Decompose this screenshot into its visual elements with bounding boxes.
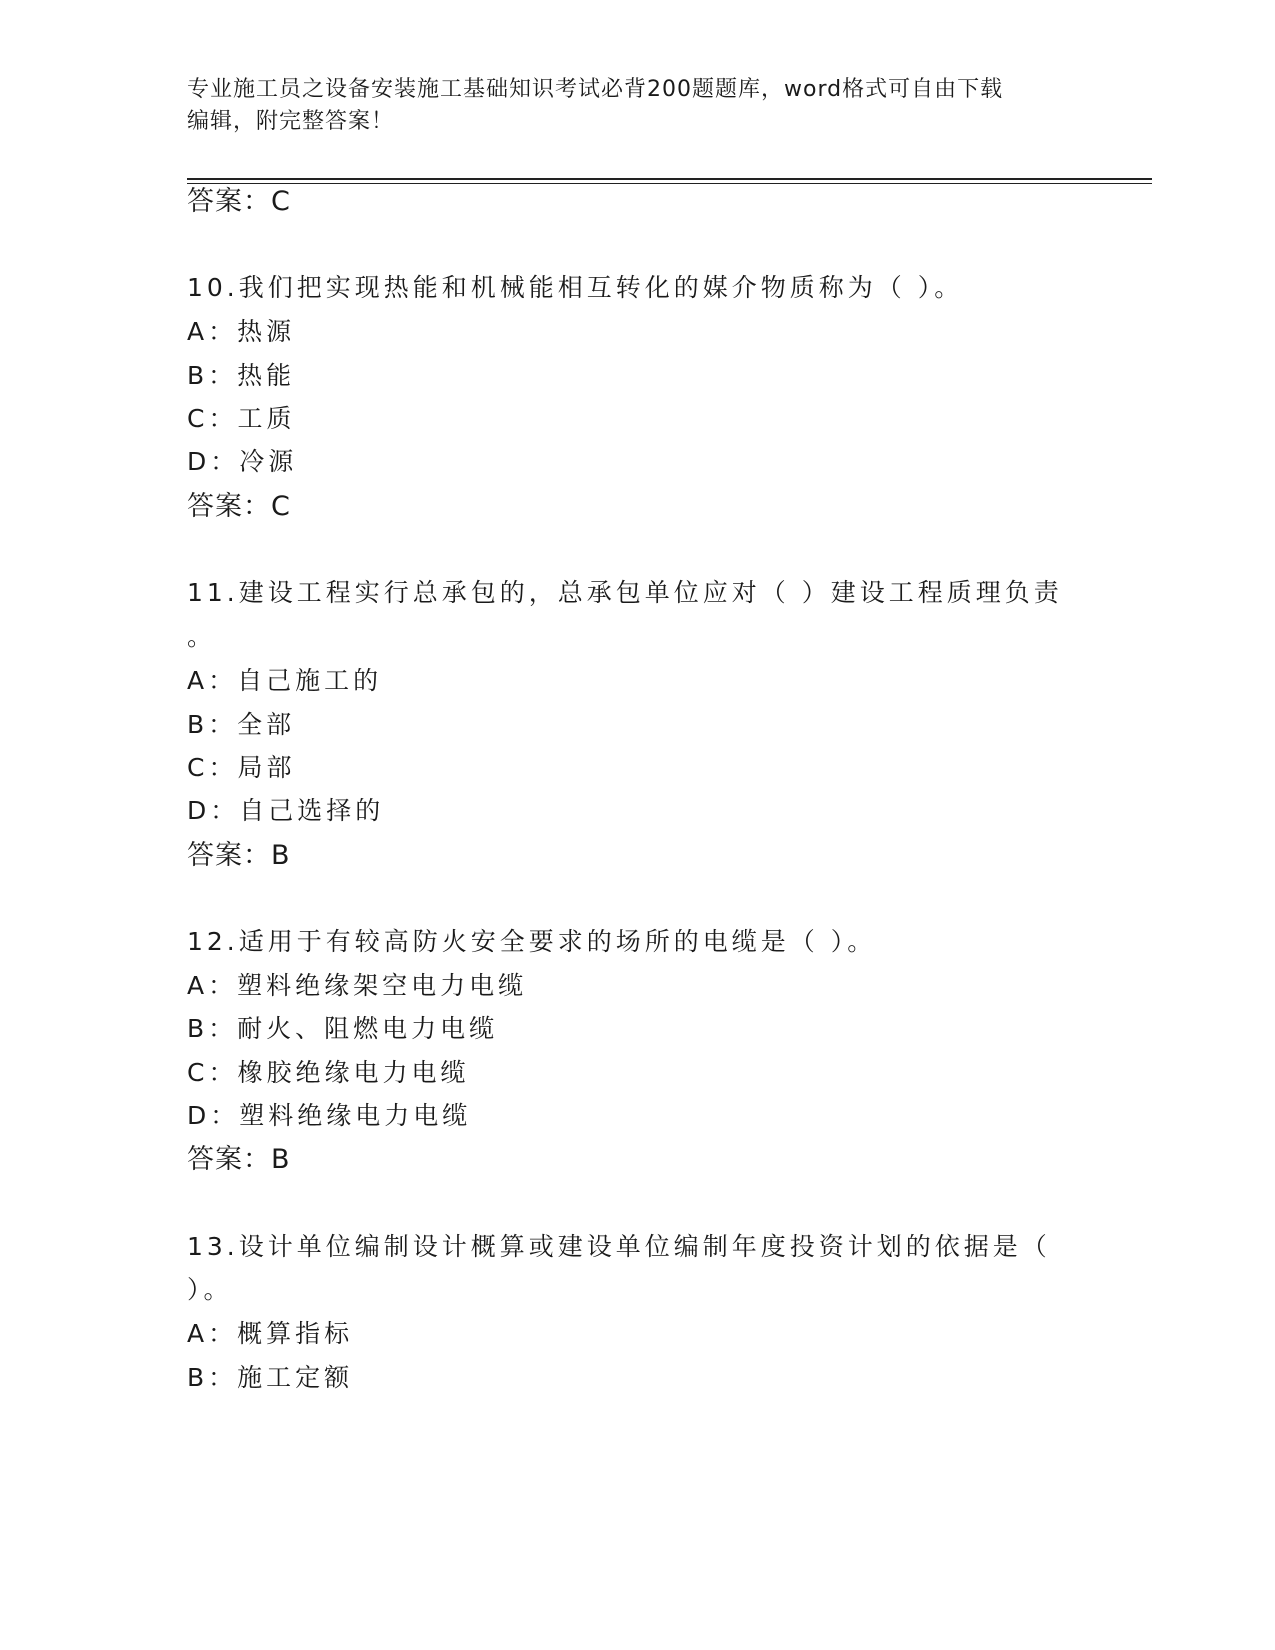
question-10-option-c: C：工质 <box>187 404 296 433</box>
question-10-answer: 答案：C <box>187 491 291 522</box>
question-11-answer: 答案：B <box>187 840 291 871</box>
question-11-stem-cont: 。 <box>187 622 217 651</box>
question-10-option-a: A：热源 <box>187 317 296 346</box>
document-header <box>187 74 1087 138</box>
question-12-option-d: D：塑料绝缘电力电缆 <box>187 1101 472 1130</box>
question-10-option-b: B：热能 <box>187 361 296 390</box>
question-11-option-b: B：全部 <box>187 710 296 739</box>
header-line-2: 编辑，附完整答案！ <box>187 109 395 134</box>
question-12-option-c: C：橡胶绝缘电力电缆 <box>187 1058 470 1087</box>
question-13-option-b: B：施工定额 <box>187 1363 354 1392</box>
question-12-option-a: A：塑料绝缘架空电力电缆 <box>187 971 528 1000</box>
question-10-option-d: D：冷源 <box>187 447 298 476</box>
question-11-option-a: A：自己施工的 <box>187 666 383 695</box>
question-12-answer: 答案：B <box>187 1144 291 1175</box>
header-divider-thin <box>187 183 1152 184</box>
question-12-stem: 12.适用于有较高防火安全要求的场所的电缆是（ ）。 <box>187 927 877 956</box>
question-12-option-b: B：耐火、阻燃电力电缆 <box>187 1014 499 1043</box>
question-13-option-a: A：概算指标 <box>187 1319 354 1348</box>
header-line-1: 专业施工员之设备安装施工基础知识考试必背200题题库，word格式可自由下载 <box>187 77 1004 102</box>
question-11-option-c: C：局部 <box>187 753 296 782</box>
question-13-stem-cont: ）。 <box>187 1275 233 1304</box>
previous-answer: 答案：C <box>187 186 291 217</box>
header-divider <box>187 178 1152 180</box>
question-13-stem: 13.设计单位编制设计概算或建设单位编制年度投资计划的依据是（ <box>187 1232 1051 1261</box>
question-11-option-d: D：自己选择的 <box>187 796 385 825</box>
question-10-stem: 10.我们把实现热能和机械能相互转化的媒介物质称为（ ）。 <box>187 273 964 302</box>
question-11-stem: 11.建设工程实行总承包的，总承包单位应对（ ）建设工程质理负责 <box>187 578 1063 607</box>
